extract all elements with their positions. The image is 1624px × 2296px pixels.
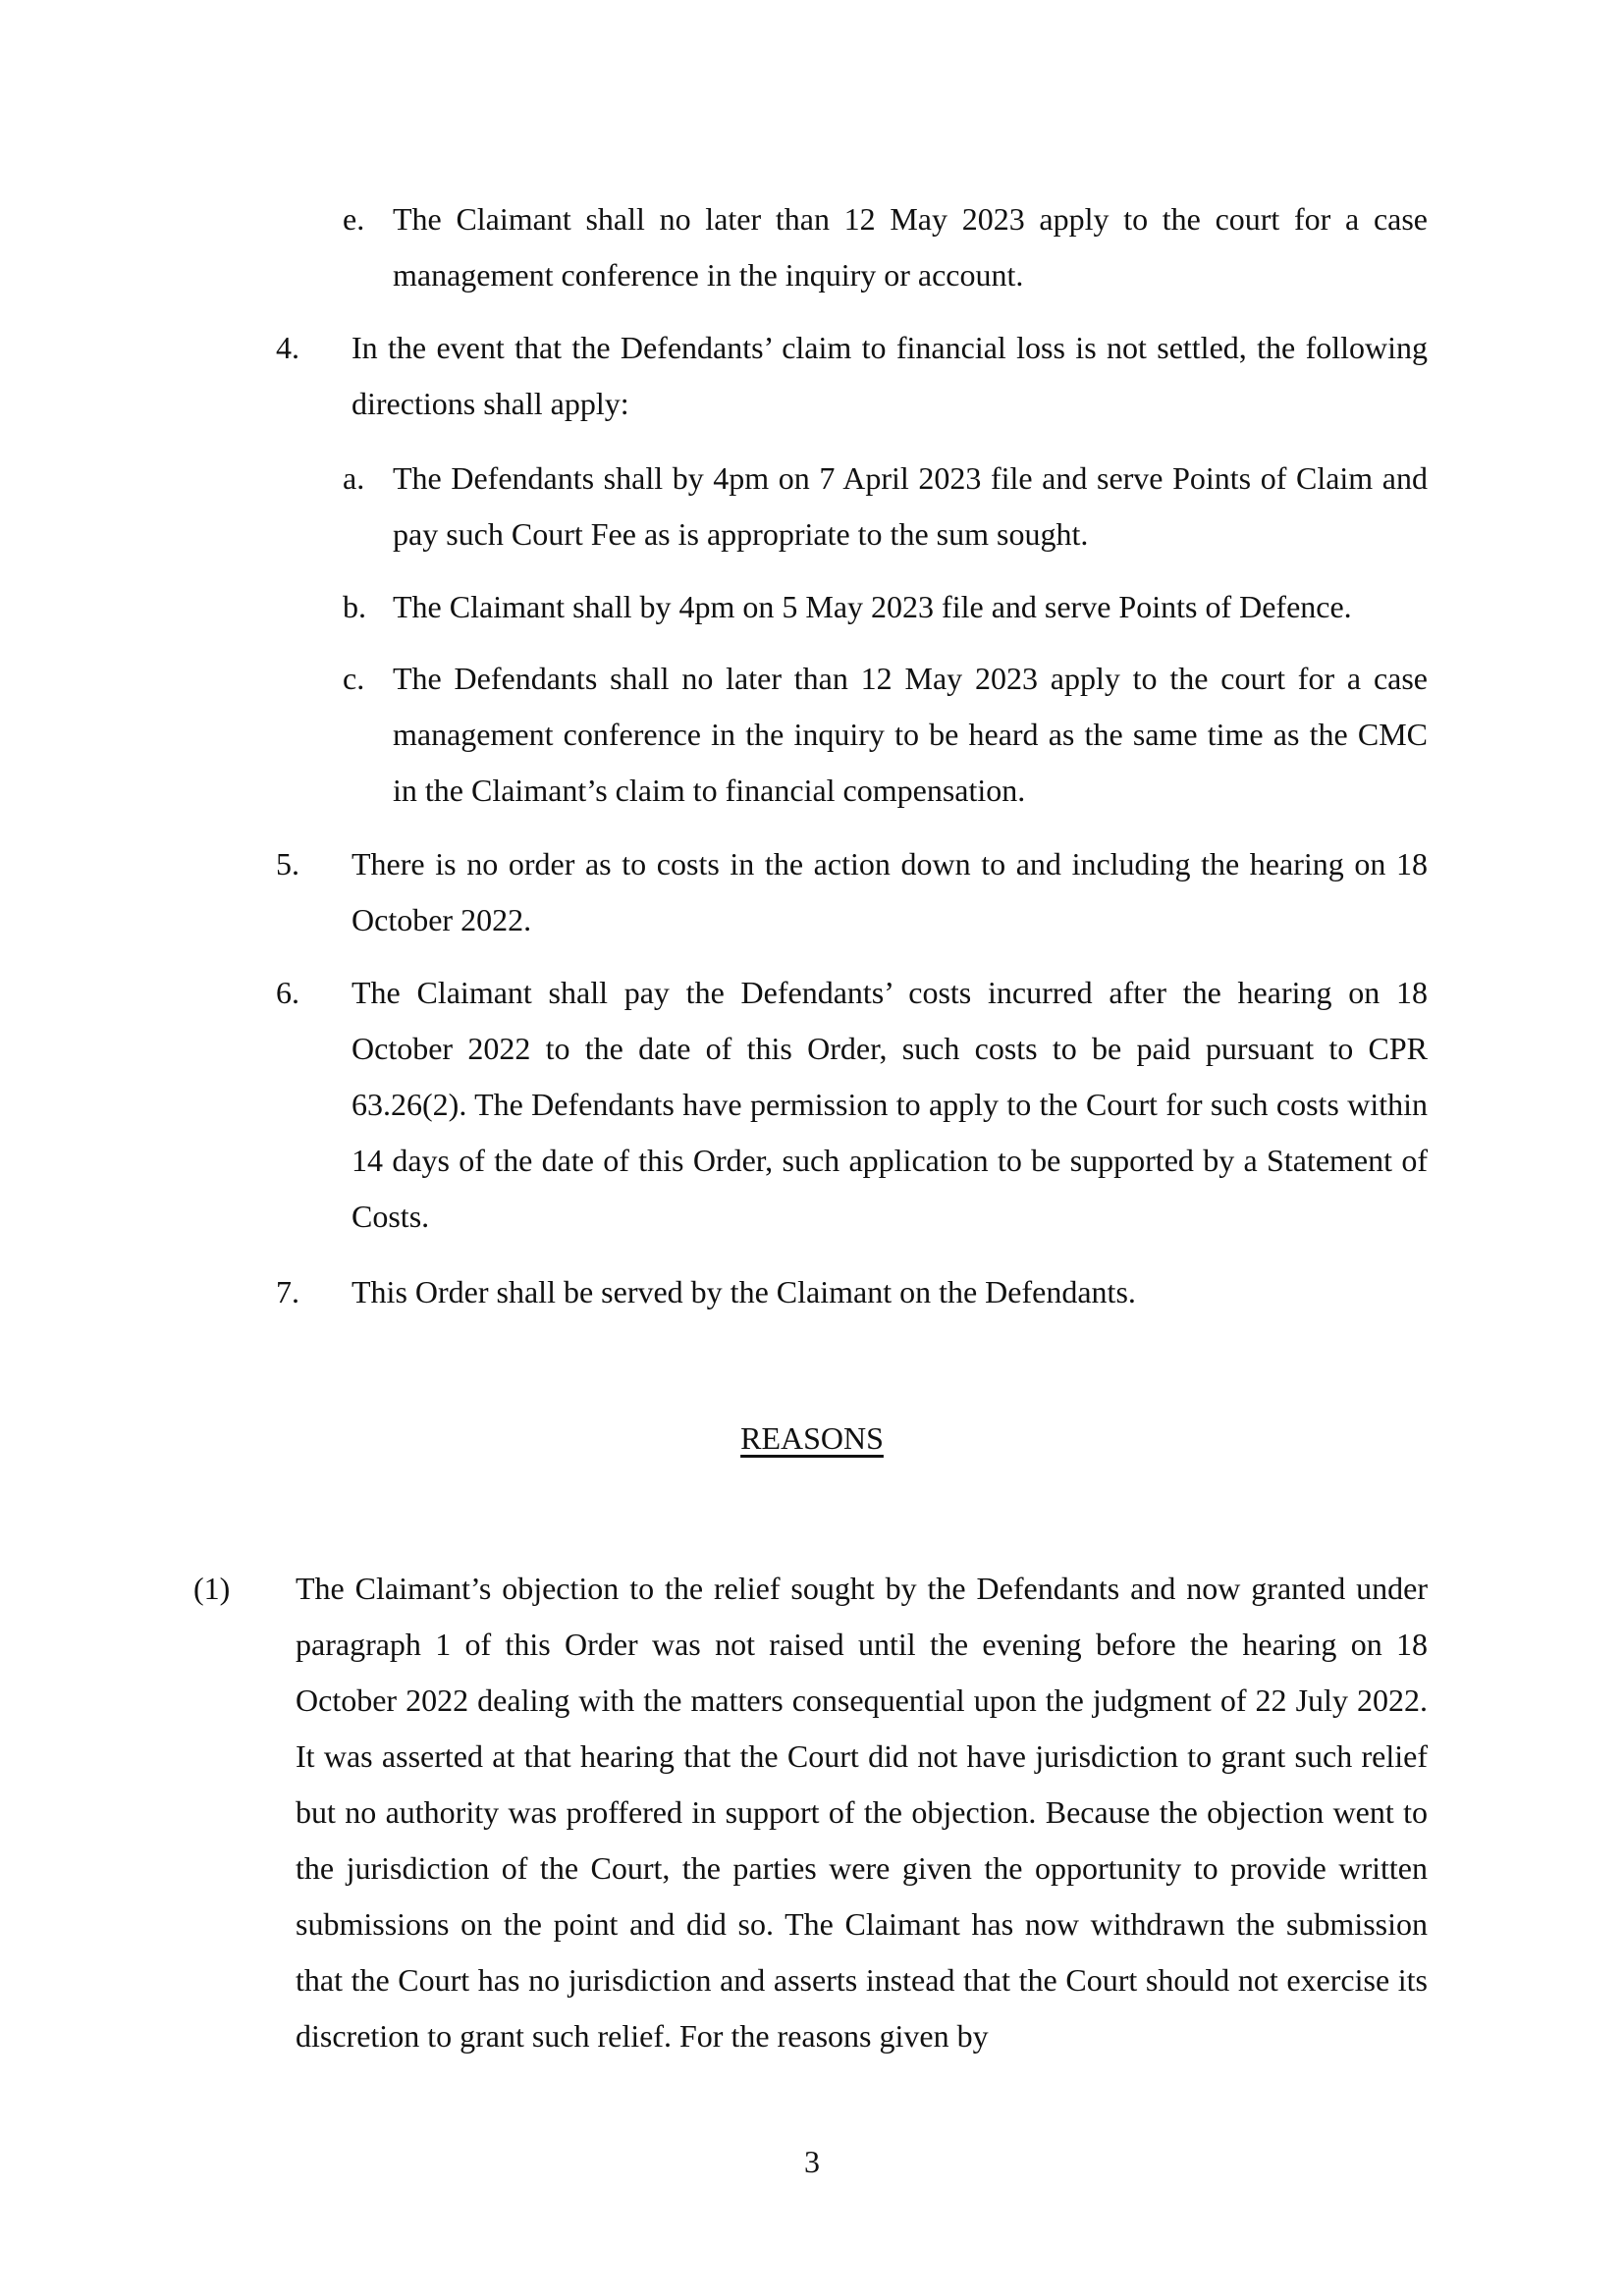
item-4a-text: The Defendants shall by 4pm on 7 April 2023 file and serve Points of Claim and pay such Court Fee as is appropriate to the sum sought. <box>393 460 1428 552</box>
item-7-label: 7. <box>276 1274 299 1309</box>
item-3e-label: e. <box>343 201 365 237</box>
item-6-label: 6. <box>276 975 299 1010</box>
item-4c-label: c. <box>343 661 365 696</box>
item-5-label: 5. <box>276 846 299 881</box>
item-4-label: 4. <box>276 330 299 365</box>
item-4-text: In the event that the Defendants’ claim to financial loss is not settled, the following directions shall apply: <box>352 330 1428 421</box>
item-5-text: There is no order as to costs in the action down to and including the hearing on 18 October 2022. <box>352 846 1428 937</box>
item-4b-label: b. <box>343 589 366 624</box>
item-3e-text: The Claimant shall no later than 12 May 2023 apply to the court for a case management conference in the inquiry or account. <box>393 201 1428 293</box>
page-number: 3 <box>804 2144 820 2179</box>
item-6-text: The Claimant shall pay the Defendants’ costs incurred after the hearing on 18 October 2022 to the date of this Order, such costs to be paid pursuant to CPR 63.26(2). The Defendants have permission to apply to the Court for such costs within 14 days of the date of this Order, such application to be supported by a Statement of Costs. <box>352 975 1428 1234</box>
reason-1-label: (1) <box>193 1571 231 1606</box>
item-4c-text: The Defendants shall no later than 12 May 2023 apply to the court for a case management conference in the inquiry to be heard as the same time as the CMC in the Claimant’s claim to financial compensation. <box>393 661 1428 808</box>
item-4b-text: The Claimant shall by 4pm on 5 May 2023 file and serve Points of Defence. <box>393 589 1352 624</box>
item-4a-label: a. <box>343 460 365 496</box>
reasons-heading: REASONS <box>740 1420 884 1456</box>
reason-1-text: The Claimant’s objection to the relief sought by the Defendants and now granted under paragraph 1 of this Order was not raised until the evening before the hearing on 18 October 2022 dealing with the matters consequential upon the judgment of 22 July 2022. It was asserted at that hearing that the Court did not have jurisdiction to grant such relief but no authority was proffered in support of the objection. Because the objection went to the jurisdiction of the Court, the parties were given the opportunity to provide written submissions on the point and did so. The Claimant has now withdrawn the submission that the Court has no jurisdiction and asserts instead that the Court should not exercise its discretion to grant such relief. For the reasons given by <box>296 1571 1428 2054</box>
item-7-text: This Order shall be served by the Claimant on the Defendants. <box>352 1274 1136 1309</box>
